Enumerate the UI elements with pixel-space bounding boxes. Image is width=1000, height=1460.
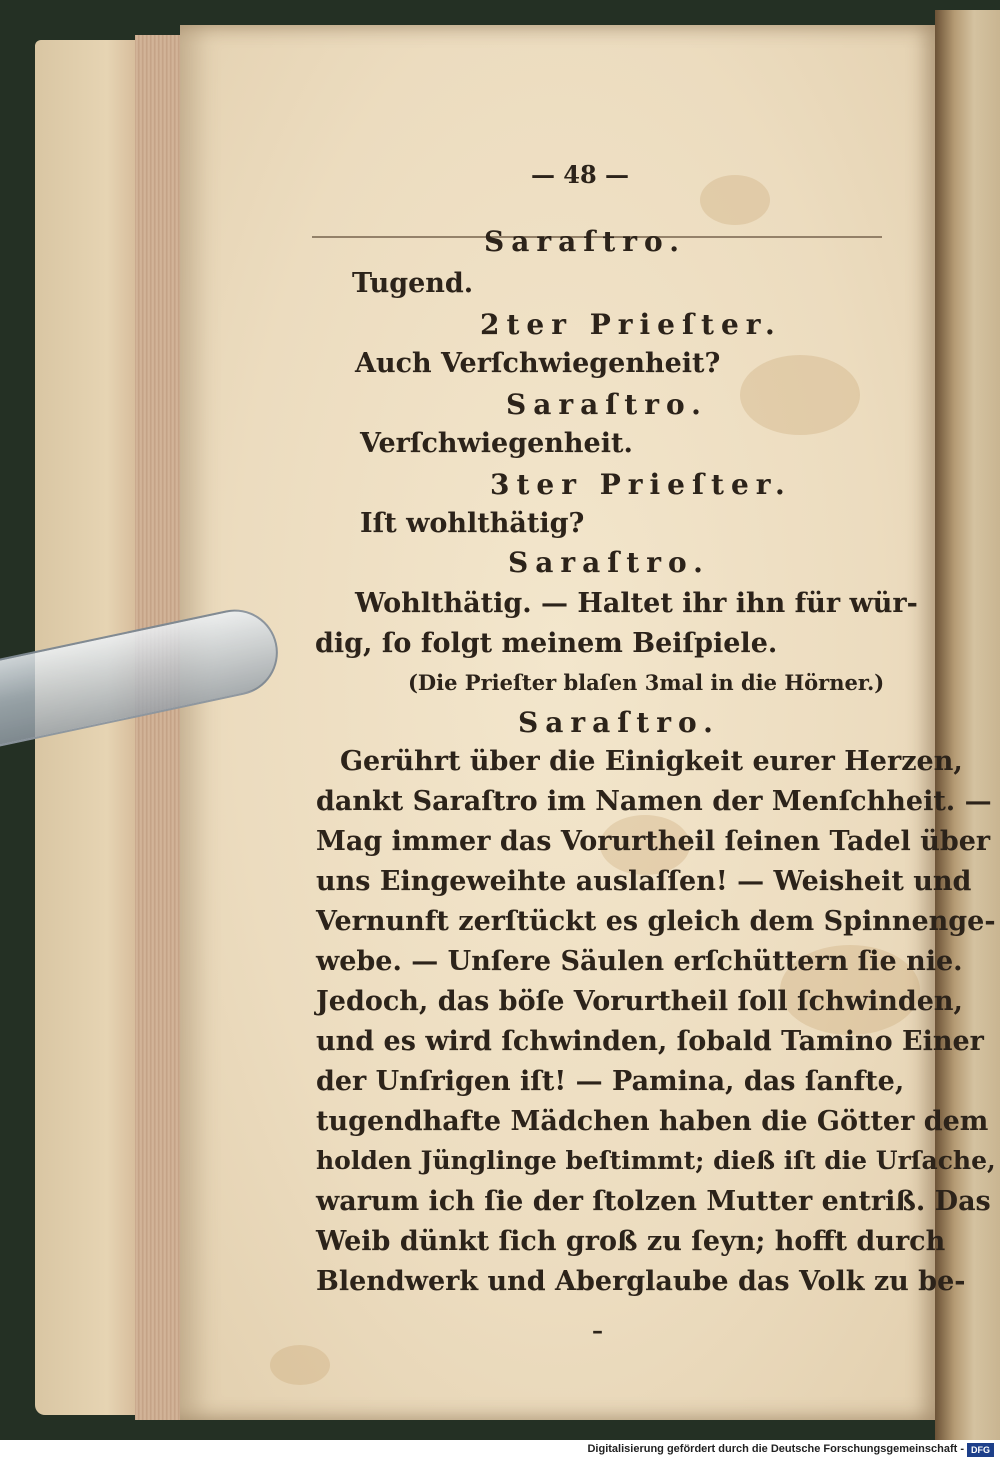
- stage-direction: (Die Prieſter blaſen 3mal in die Hörner.): [408, 670, 885, 695]
- footer-bar: [0, 1440, 1000, 1460]
- speaker-label: Saraſtro.: [508, 546, 710, 579]
- speech-line: Jedoch, das böſe Vorurtheil ſoll ſchwinden,: [316, 986, 963, 1017]
- speech-line: Weib dünkt ſich groß zu ſeyn; hofft durch: [316, 1226, 946, 1257]
- speech-line: und es wird ſchwinden, ſobald Tamino Einer: [316, 1026, 984, 1057]
- speech-line: holden Jünglinge beſtimmt; dieß iſt die Urſache,: [316, 1146, 996, 1175]
- speech-line: der Unſrigen iſt! — Pamina, das ſanfte,: [316, 1066, 905, 1097]
- footer-credit: Digitalisierung gefördert durch die Deutsche Forschungsgemeinschaft -: [587, 1443, 964, 1455]
- speaker-label: 2ter Prieſter.: [480, 308, 782, 341]
- speaker-label: Saraſtro.: [484, 225, 686, 258]
- speech-line: Mag immer das Vorurtheil ſeinen Tadel über: [316, 826, 991, 857]
- speech-line: uns Eingeweihte auslaſſen! — Weisheit und: [316, 866, 972, 897]
- dfg-logo-icon: DFG: [967, 1443, 994, 1457]
- page-number: — 48 —: [530, 160, 630, 189]
- speech-line: warum ich ſie der ſtolzen Mutter entriß. Das: [316, 1186, 991, 1217]
- speaker-label: Saraſtro.: [518, 706, 720, 739]
- speech-line: dankt Saraſtro im Namen der Menſchheit. —: [316, 786, 992, 817]
- speech-line: Gerührt über die Einigkeit eurer Herzen,: [340, 746, 963, 777]
- speech-line: dig, ſo folgt meinem Beiſpiele.: [315, 628, 778, 659]
- speech-line: Verſchwiegenheit.: [360, 428, 633, 459]
- speech-line: tugendhafte Mädchen haben die Götter dem: [316, 1106, 989, 1137]
- speech-line: webe. — Unſere Säulen erſchüttern ſie nie.: [316, 946, 963, 977]
- speech-line: Iſt wohlthätig?: [360, 508, 585, 539]
- speech-line: Blendwerk und Aberglaube das Volk zu be-: [316, 1266, 966, 1297]
- speaker-label: 3ter Prieſter.: [490, 468, 792, 501]
- speech-line: Wohlthätig. — Haltet ihr ihn für wür-: [355, 588, 918, 619]
- speaker-label: Saraſtro.: [506, 388, 708, 421]
- speech-line: Tugend.: [352, 268, 474, 299]
- page-mark: –: [592, 1318, 603, 1344]
- speech-line: Vernunft zerſtückt es gleich dem Spinnenge-: [316, 906, 996, 937]
- speech-line: Auch Verſchwiegenheit?: [355, 348, 721, 379]
